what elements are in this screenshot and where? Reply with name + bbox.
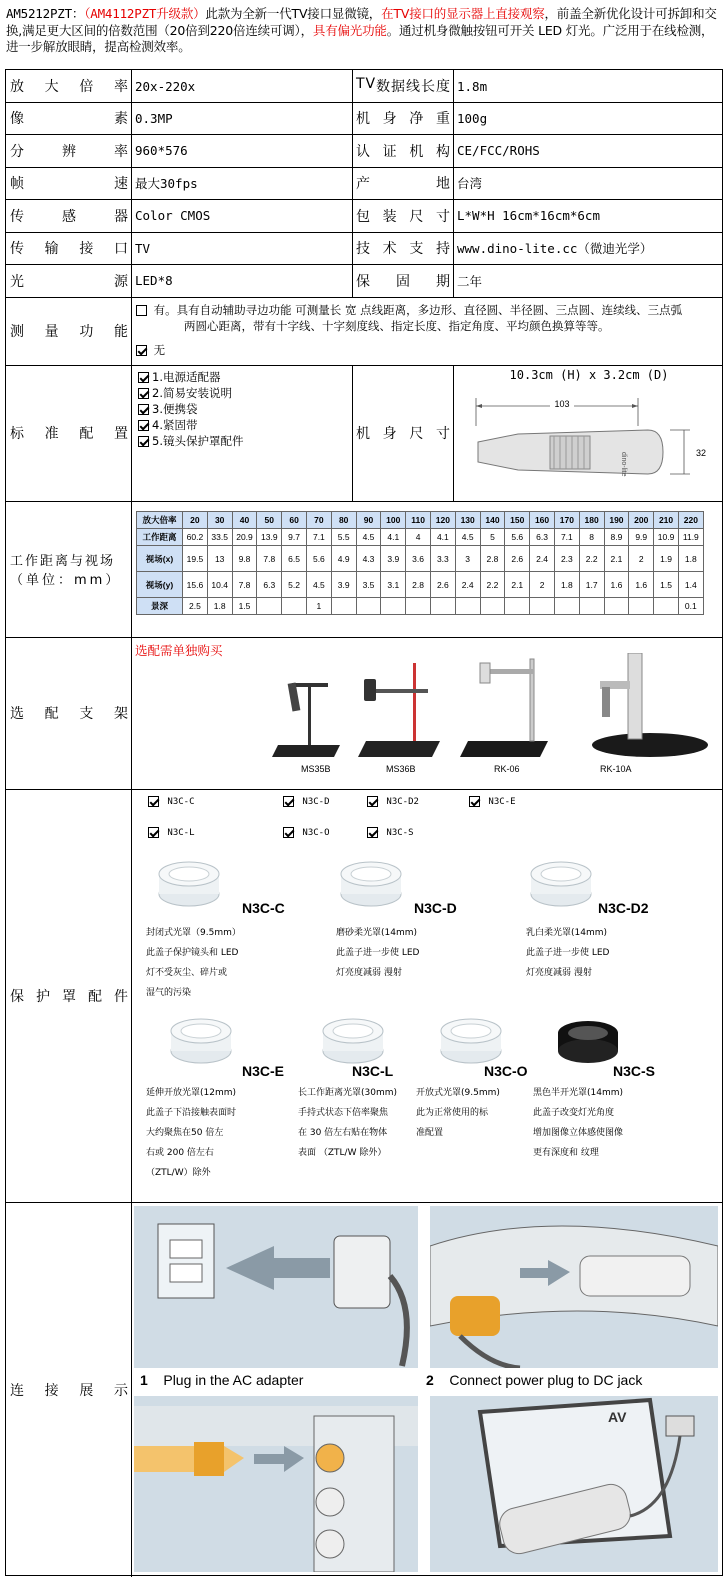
checkbox-checked[interactable] — [283, 796, 294, 807]
cover-desc: （ZTL/W）除外 — [146, 1168, 211, 1178]
workdist-cell: 4.5 — [356, 529, 381, 546]
microscope-diagram — [458, 386, 720, 498]
workdist-row — [137, 529, 704, 546]
workdist-cell — [381, 598, 406, 615]
workdist-cell — [554, 598, 579, 615]
checkbox-checked[interactable] — [136, 345, 147, 356]
workdist-cell: 2.8 — [480, 546, 505, 572]
workdist-cell: 1.7 — [579, 572, 604, 598]
workdist-cell: 4.9 — [331, 546, 356, 572]
workdist-cell: 1.8 — [554, 572, 579, 598]
workdist-unit: （单位：mm） — [10, 573, 122, 588]
workdist-cell — [282, 598, 307, 615]
spec-label: 帧 速 — [10, 176, 128, 192]
cover-desc: 此为正常使用的标 — [416, 1108, 489, 1118]
workdist-cell: 9.8 — [232, 546, 257, 572]
cover-desc: 长工作距离光罩(30mm) — [298, 1088, 398, 1098]
workdist-cell: 9.7 — [282, 529, 307, 546]
workdist-cell: 80 — [331, 512, 356, 529]
cover-desc: 黑色半开光罩(14mm) — [533, 1088, 624, 1098]
workdist-cell — [430, 598, 455, 615]
workdist-cell: 5.6 — [306, 546, 331, 572]
workdist-cell: 2.2 — [579, 546, 604, 572]
workdist-cell — [654, 598, 679, 615]
measure-yes-text: 有。具有自动辅助寻边功能 可测量长 宽 点线距离，多边形、直径圆、半径圆、三点圆、连续线、三点弧 — [153, 303, 683, 317]
workdist-cell: 7.8 — [257, 546, 282, 572]
cover-desc: 灯不受灰尘、碎片或 — [146, 968, 228, 978]
spec-value-2: CE/FCC/ROHS — [457, 143, 540, 158]
spec-label-2: T V 数 据 线 长 度 — [356, 76, 450, 95]
cover-check[interactable]: N3C-D2 — [367, 796, 419, 807]
intro-paragraph — [6, 6, 722, 56]
cover-image — [526, 858, 596, 912]
workdist-cell — [480, 598, 505, 615]
workdist-cell: 50 — [257, 512, 282, 529]
workdist-cell — [406, 598, 431, 615]
workdist-cell: 210 — [654, 512, 679, 529]
dc-jack-scene — [430, 1206, 718, 1368]
cover-desc: 封闭式光罩（9.5mm） — [146, 928, 241, 938]
workdist-cell: 2.8 — [406, 572, 431, 598]
spec-value: TV — [135, 240, 151, 256]
spec-label-2: 包 装 尺 寸 — [356, 208, 450, 225]
workdist-cell: 6.5 — [282, 546, 307, 572]
upgrade-note: （AM4112PZT升级款） — [84, 6, 206, 21]
workdist-cell: 2 — [530, 572, 555, 598]
stands-captions — [268, 764, 718, 778]
covers-label — [10, 789, 128, 1202]
workdist-cell: 1.5 — [232, 598, 257, 615]
body-size-label — [356, 365, 450, 501]
workdist-cell: 8.9 — [604, 529, 629, 546]
measure-yes-line2: 两圆心距离，带有十字线、十字刻度线、指定长度、指定角度、平均颜色换算等等。 — [184, 319, 610, 333]
cover-desc: 此盖子改变灯光角度 — [533, 1108, 615, 1118]
workdist-cell: 8 — [579, 529, 604, 546]
workdist-cell — [629, 598, 654, 615]
workdist-row — [137, 512, 704, 529]
tv-scene — [430, 1396, 718, 1572]
workdist-cell: 1.6 — [604, 572, 629, 598]
workdist-cell — [257, 598, 282, 615]
cover-desc: 延伸开放光罩(12mm) — [146, 1088, 237, 1098]
body-size-label-text: 机 身 尺 寸 — [356, 426, 450, 442]
spec-value: 960*576 — [135, 143, 188, 158]
workdist-cell: 5.6 — [505, 529, 530, 546]
cover-desc-block — [336, 925, 420, 985]
cover-image — [553, 1015, 623, 1069]
checkbox-checked[interactable] — [138, 436, 149, 447]
workdist-cell — [356, 598, 381, 615]
spec-value-2: L*W*H 16cm*16cm*6cm — [457, 208, 600, 223]
cover-image — [154, 858, 224, 912]
standard-item[interactable]: 4.紧固带 — [138, 417, 243, 433]
workdist-cell: 1.8 — [678, 546, 703, 572]
workdist-cell: 2.4 — [530, 546, 555, 572]
workdist-row — [137, 572, 704, 598]
workdist-cell: 1.8 — [207, 598, 232, 615]
workdist-cell: 1.6 — [629, 572, 654, 598]
workdist-cell: 11.9 — [678, 529, 703, 546]
av-label: AV — [608, 1409, 627, 1425]
workdist-label-text: 工作距离与视场 — [10, 554, 116, 569]
measure-option-no[interactable] — [136, 342, 720, 358]
cover-code: N3C-O — [484, 1063, 528, 1079]
spec-label: 传 感 器 — [10, 208, 128, 225]
cover-image — [166, 1015, 236, 1069]
connect-captions — [134, 1368, 718, 1392]
cover-desc-block — [526, 925, 610, 985]
spec-value: 20x-220x — [135, 78, 196, 94]
intro-text-3: 。通过机身微触按钮可开关 LED 灯光。广泛用于在线检测，进一步解放眼睛，提高检测效率。 — [6, 22, 714, 54]
checkbox-checked[interactable] — [283, 827, 294, 838]
spec-value: 0.3MP — [135, 110, 173, 126]
model-name: AM5212PZT： — [6, 6, 85, 21]
checkbox-checked[interactable] — [148, 827, 159, 838]
checkbox-checked[interactable] — [367, 796, 378, 807]
spec-label-2: 产 地 — [356, 176, 450, 192]
measure-option-yes[interactable] — [136, 302, 720, 318]
workdist-cell: 1 — [306, 598, 331, 615]
cover-desc: 乳白柔光罩(14mm) — [526, 928, 608, 938]
cover-desc: 大约聚焦在50 倍左 — [146, 1128, 224, 1138]
spec-label: 传 输 接 口 — [10, 241, 128, 257]
workdist-cell: 40 — [232, 512, 257, 529]
intro-highlight-2: 具有偏光功能 — [312, 22, 387, 38]
standard-items — [138, 369, 243, 449]
spec-label-2: 保 固 期 — [356, 273, 450, 290]
workdist-cell: 3.5 — [356, 572, 381, 598]
cover-desc-block — [298, 1085, 397, 1165]
cover-desc: 表面 （ZTL/W 除外） — [298, 1148, 387, 1158]
cover-image — [336, 858, 406, 912]
workdist-cell: 4 — [406, 529, 431, 546]
workdist-cell: 7.8 — [232, 572, 257, 598]
cover-check[interactable]: N3C-L — [148, 827, 195, 838]
cover-desc-block — [416, 1085, 500, 1145]
spec-value-2: 1.8m — [457, 78, 488, 94]
workdist-cell: 100 — [381, 512, 406, 529]
checkbox-unchecked[interactable] — [136, 305, 147, 316]
rca-plug-scene — [134, 1396, 418, 1572]
workdist-cell: 2.1 — [505, 572, 530, 598]
workdist-cell: 1.4 — [678, 572, 703, 598]
spec-label-2: 技 术 支 持 — [356, 241, 450, 257]
workdist-cell: 1.9 — [654, 546, 679, 572]
cover-desc-block — [533, 1085, 623, 1165]
cover-desc: 湿气的污染 — [146, 988, 192, 998]
cover-desc: 灯亮度减弱 漫射 — [526, 968, 592, 978]
workdist-cell: 5.2 — [282, 572, 307, 598]
spec-value: LED*8 — [135, 273, 173, 288]
stands-label — [10, 637, 128, 789]
workdist-cell: 景深 — [137, 598, 183, 615]
workdist-cell: 5.5 — [331, 529, 356, 546]
connect-label — [10, 1202, 128, 1577]
workdist-cell: 6.3 — [257, 572, 282, 598]
workdist-cell — [579, 598, 604, 615]
stand-caption: MS35B — [301, 764, 331, 774]
stand-caption: MS36B — [386, 764, 416, 774]
cover-image — [318, 1015, 388, 1069]
intro-text-2: ，前盖全新优化设计可拆卸和交换,满足更大区间的倍数范围（20倍到220倍连续可调）， — [6, 6, 717, 38]
cover-desc: 磨砂柔光罩(14mm) — [336, 928, 418, 938]
cover-check[interactable]: N3C-O — [283, 827, 330, 838]
workdist-cell: 2.4 — [455, 572, 480, 598]
workdist-cell: 220 — [678, 512, 703, 529]
workdist-cell: 9.9 — [629, 529, 654, 546]
workdist-cell: 30 — [207, 512, 232, 529]
workdist-cell: 7.1 — [306, 529, 331, 546]
workdist-row — [137, 598, 704, 615]
workdist-cell: 2.5 — [183, 598, 208, 615]
checkbox-checked[interactable] — [138, 420, 149, 431]
cover-desc: 此盖子进一步使 LED — [336, 948, 420, 958]
workdist-cell: 190 — [604, 512, 629, 529]
workdist-cell: 13 — [207, 546, 232, 572]
workdist-cell: 4.5 — [455, 529, 480, 546]
spec-label: 分 辨 率 — [10, 143, 128, 160]
workdist-cell: 10.9 — [654, 529, 679, 546]
workdist-cell: 6.3 — [530, 529, 555, 546]
checkbox-checked[interactable] — [469, 796, 480, 807]
workdist-cell: 放大倍率 — [137, 512, 183, 529]
workdist-cell: 视场(y) — [137, 572, 183, 598]
workdist-row — [137, 546, 704, 572]
workdist-label — [10, 501, 128, 637]
cover-desc: 准配置 — [416, 1128, 444, 1138]
cover-desc: 增加图像立体感使图像 — [533, 1128, 624, 1138]
workdist-cell: 70 — [306, 512, 331, 529]
workdist-cell: 20.9 — [232, 529, 257, 546]
workdist-cell: 1.5 — [654, 572, 679, 598]
spec-sheet — [5, 69, 723, 1576]
intro-highlight-1: 在TV接口的显示器上直接观察 — [381, 6, 545, 21]
workdist-cell: 19.5 — [183, 546, 208, 572]
body-size-value: 10.3cm (H) x 3.2cm (D) — [509, 368, 669, 382]
cover-desc: 手持式状态下倍率聚焦 — [298, 1108, 389, 1118]
workdist-cell: 4.5 — [306, 572, 331, 598]
covers-label-text: 保 护 罩 配 件 — [10, 988, 128, 1005]
workdist-cell — [455, 598, 480, 615]
spec-value-2: 二年 — [457, 273, 483, 289]
spec-value: 最大30fps — [135, 176, 198, 191]
step1-number: 1 — [140, 1372, 148, 1388]
workdist-cell: 180 — [579, 512, 604, 529]
workdist-cell: 110 — [406, 512, 431, 529]
measure-no-text: 无 — [153, 343, 166, 357]
workdist-cell — [331, 598, 356, 615]
workdist-cell: 10.4 — [207, 572, 232, 598]
dim-width: 32 — [696, 448, 707, 458]
stand-caption: RK-10A — [600, 764, 632, 774]
spec-label-2: 认 证 机 构 — [356, 143, 450, 160]
cover-check[interactable]: N3C-E — [469, 796, 516, 807]
workdist-cell: 15.6 — [183, 572, 208, 598]
spec-label: 放 大 倍 率 — [10, 79, 128, 95]
workdist-cell: 3 — [455, 546, 480, 572]
workdist-cell — [505, 598, 530, 615]
measure-label-text: 测 量 功 能 — [10, 324, 128, 340]
workdist-cell — [530, 598, 555, 615]
workdist-cell: 4.1 — [430, 529, 455, 546]
workdist-cell: 20 — [183, 512, 208, 529]
standard-item[interactable]: 1.电源适配器 — [138, 369, 243, 385]
workdist-cell: 170 — [554, 512, 579, 529]
workdist-cell: 33.5 — [207, 529, 232, 546]
stands-label-text: 选 配 支 架 — [10, 706, 128, 722]
intro-text-1: 此款为全新一代TV接口显微镜， — [205, 6, 382, 21]
ac-adapter-scene — [134, 1206, 418, 1368]
workdist-cell: 60.2 — [183, 529, 208, 546]
cover-code: N3C-D — [414, 900, 457, 916]
workdist-cell: 7.1 — [554, 529, 579, 546]
workdist-cell: 13.9 — [257, 529, 282, 546]
cover-desc: 在 30 倍左右贴在物体 — [298, 1128, 388, 1138]
cover-desc-block — [146, 1085, 236, 1185]
spec-value-2: www.dino-lite.cc（微迪光学） — [457, 241, 653, 256]
cover-check[interactable]: N3C-D — [283, 796, 330, 807]
cover-code: N3C-E — [242, 1063, 285, 1079]
standard-label — [10, 365, 128, 501]
spec-label: 像 素 — [10, 111, 128, 127]
workdist-table — [136, 511, 704, 615]
cover-desc: 此盖子进一步使 LED — [526, 948, 610, 958]
cover-image — [436, 1015, 506, 1069]
cover-code: N3C-L — [352, 1063, 394, 1079]
workdist-cell: 130 — [455, 512, 480, 529]
step2-caption: Connect power plug to DC jack — [449, 1372, 643, 1388]
spec-label-2: 机 身 净 重 — [356, 111, 450, 127]
cover-check[interactable]: N3C-S — [367, 827, 414, 838]
cover-code: N3C-S — [613, 1063, 656, 1079]
step1-caption: Plug in the AC adapter — [163, 1372, 304, 1388]
workdist-cell: 120 — [430, 512, 455, 529]
workdist-cell: 60 — [282, 512, 307, 529]
workdist-cell: 160 — [530, 512, 555, 529]
standard-item[interactable]: 2.简易安装说明 — [138, 385, 243, 401]
stands-note: 选配需单独购买 — [135, 643, 223, 658]
measure-label — [10, 297, 128, 365]
standard-item[interactable]: 3.便携袋 — [138, 401, 243, 417]
workdist-cell: 200 — [629, 512, 654, 529]
checkbox-checked[interactable] — [148, 796, 159, 807]
checkbox-checked[interactable] — [367, 827, 378, 838]
cover-desc: 更有深度和 纹理 — [533, 1148, 599, 1158]
cover-desc-block — [146, 925, 241, 1005]
stand-caption: RK-06 — [494, 764, 520, 774]
cover-desc: 此盖子下沿接触表面时 — [146, 1108, 237, 1118]
cover-desc: 此盖子保护镜头和 LED — [146, 948, 239, 958]
workdist-cell: 2.6 — [430, 572, 455, 598]
workdist-cell: 3.6 — [406, 546, 431, 572]
workdist-cell: 工作距离 — [137, 529, 183, 546]
workdist-cell: 3.3 — [430, 546, 455, 572]
workdist-cell: 4.1 — [381, 529, 406, 546]
workdist-cell: 2.3 — [554, 546, 579, 572]
workdist-cell: 视场(x) — [137, 546, 183, 572]
cover-desc: 灯亮度减弱 漫射 — [336, 968, 402, 978]
cover-check[interactable]: N3C-C — [148, 796, 195, 807]
checkbox-checked[interactable] — [138, 388, 149, 399]
standard-label-text: 标 准 配 置 — [10, 426, 128, 442]
standard-item[interactable]: 5.镜头保护罩配件 — [138, 433, 243, 449]
workdist-cell: 2.2 — [480, 572, 505, 598]
workdist-cell: 140 — [480, 512, 505, 529]
cover-desc: 右或 200 倍左右 — [146, 1148, 214, 1158]
workdist-cell: 150 — [505, 512, 530, 529]
workdist-cell: 2 — [629, 546, 654, 572]
workdist-cell: 3.1 — [381, 572, 406, 598]
cover-desc: 开放式光罩(9.5mm) — [416, 1088, 500, 1098]
cover-code: N3C-C — [242, 900, 285, 916]
step2-number: 2 — [426, 1372, 434, 1388]
workdist-cell — [604, 598, 629, 615]
connect-illustration — [134, 1206, 718, 1572]
workdist-cell: 3.9 — [331, 572, 356, 598]
connect-label-text: 连 接 展 示 — [10, 1382, 128, 1399]
spec-value-2: 100g — [457, 110, 488, 126]
checkbox-checked[interactable] — [138, 404, 149, 415]
spec-label: 光 源 — [10, 273, 128, 290]
workdist-cell: 3.9 — [381, 546, 406, 572]
cover-code: N3C-D2 — [598, 900, 649, 916]
workdist-cell: 2.1 — [604, 546, 629, 572]
dim-length: 103 — [554, 399, 570, 409]
workdist-cell: 4.3 — [356, 546, 381, 572]
stands-image — [268, 653, 718, 763]
workdist-cell: 2.6 — [505, 546, 530, 572]
workdist-cell: 0.1 — [678, 598, 703, 615]
workdist-cell: 90 — [356, 512, 381, 529]
measure-options — [136, 302, 720, 358]
checkbox-checked[interactable] — [138, 372, 149, 383]
spec-value-2: 台湾 — [457, 176, 483, 191]
workdist-cell: 5 — [480, 529, 505, 546]
spec-value: Color CMOS — [135, 208, 211, 223]
body-brand-text: dino-lite — [620, 452, 627, 477]
